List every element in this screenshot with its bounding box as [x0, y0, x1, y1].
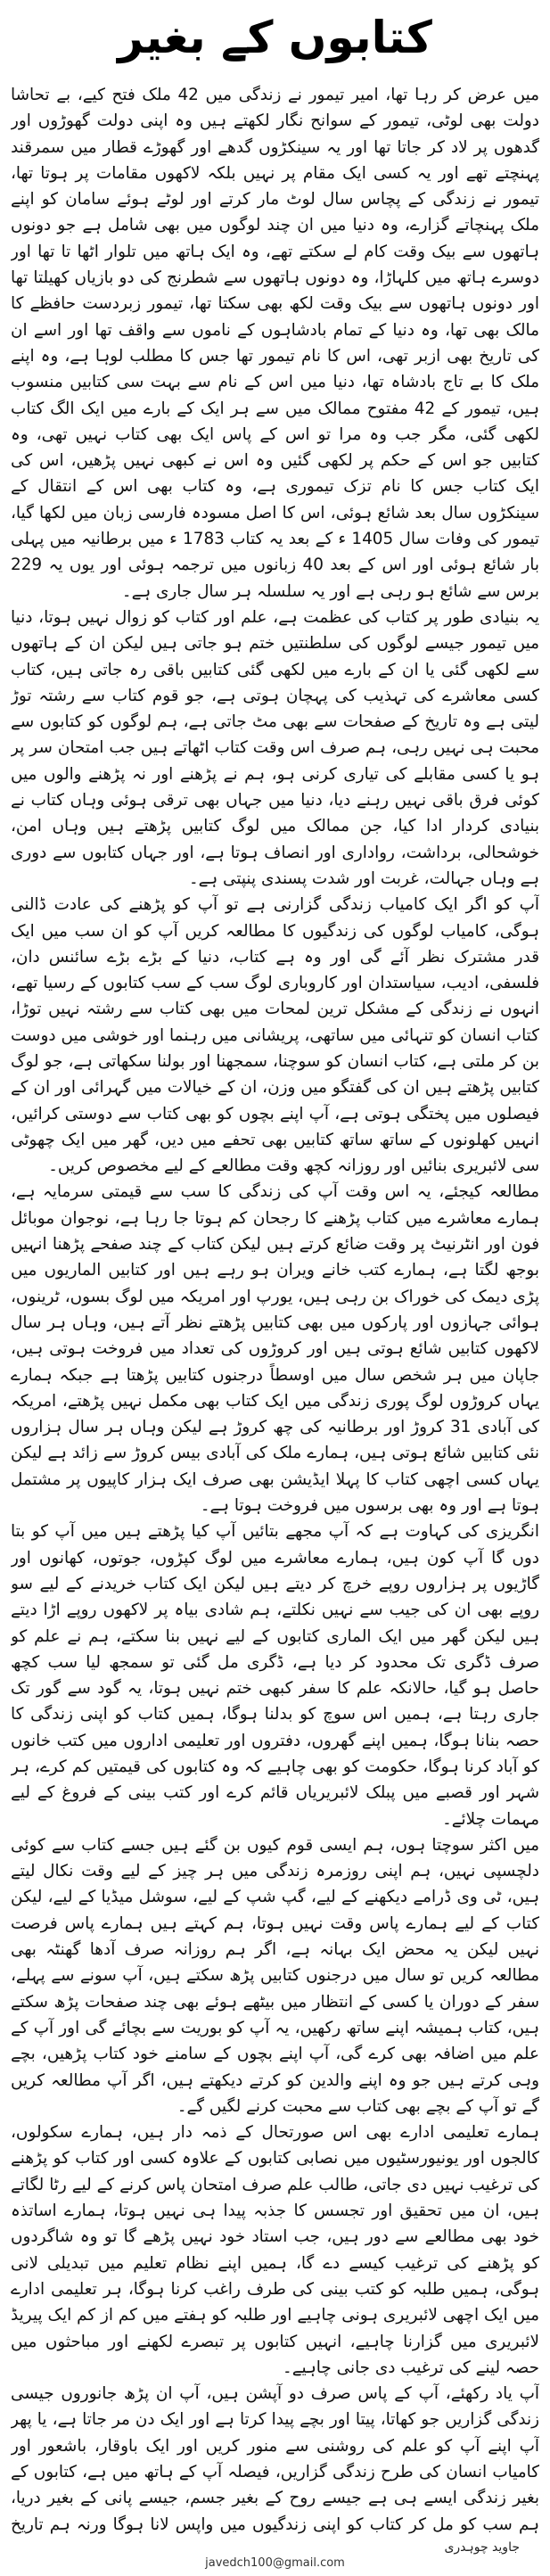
article-title: کتابوں کے بغیر: [118, 12, 432, 63]
article-paragraph: میں عرض کر رہا تھا، امیر تیمور نے زندگی میں 42 ملک فتح کیے، بے تحاشا دولت بھی لوٹی، تیمور کے سوانح نگار لکھتے ہیں وہ اپنی دولت گھوڑوں اور گدھوں پر لاد کر جاتا تھا اور یہ سینکڑوں گدھے اور گھوڑے قطار میں سمرقند پہنچتے تھے اور یہ کسی ایک مقام پر نہیں بلکہ لاکھوں مقامات پر ہوتا تھا، تیمور نے زندگی کے پچاس سال لوٹ مار کرتے اور لوٹے ہوئے سامان کو اپنے ملک پہنچاتے گزارے، وہ دنیا میں ان چند لوگوں میں بھی شامل ہے جو دونوں ہاتھوں سے بیک وقت کام لے سکتے تھے، وہ ایک ہاتھ میں تلوار اٹھا تا تھا اور دوسرے ہاتھ میں کلہاڑا، وہ دونوں ہاتھوں سے شطرنج کی دو بازیاں کھیلتا تھا اور دونوں ہاتھوں سے بیک وقت لکھ بھی سکتا تھا، تیمور زبردست حافظے کا مالک بھی تھا، وہ دنیا کے تمام بادشاہوں کے ناموں سے واقف تھا اور اسے ان کی تاریخ بھی ازبر تھی، اس کا نام تیمور تھا جس کا مطلب لوہا ہے، وہ اپنے ملک کا بے تاج بادشاہ تھا، دنیا میں اس کے نام سے بہت سی کتابیں منسوب ہیں، تیمور کے 42 مفتوح ممالک میں سے ہر ایک کے بارے میں ایک الگ کتاب لکھی گئی، مگر جب وہ مرا تو اس کے پاس ایک بھی کتاب نہیں تھی، وہ کتابیں جو اس کے حکم پر لکھی گئیں وہ اس نے کبھی نہیں پڑھیں، اس کی ایک کتاب جس کا نام تزک تیموری ہے، وہ کتاب بھی اس کے انتقال کے سینکڑوں سال بعد شائع ہوئی، اس کا اصل مسودہ فارسی زبان میں لکھا گیا، تیمور کی وفات سال 1405 ء کے بعد یہ کتاب 1783 ء میں برطانیہ میں پہلی بار شائع ہوئی اور اس کے بعد 40 زبانوں میں ترجمہ ہوئی اور یوں یہ 229 برس سے شائع ہو رہی ہے اور یہ سلسلہ ہر سال جاری ہے۔: [11, 86, 539, 601]
author-email: javedch100@gmail.com: [205, 2556, 345, 2570]
article-paragraph: میں اکثر سوچتا ہوں، ہم ایسی قوم کیوں بن گئے ہیں جسے کتاب سے کوئی دلچسپی نہیں، ہم اپنی روزمرہ زندگی میں ہر چیز کے لیے وقت نکال لیتے ہیں، ٹی وی ڈرامے دیکھنے کے لیے، گپ شپ کے لیے، سوشل میڈیا کے لیے، لیکن کتاب کے لیے ہمارے پاس وقت نہیں ہوتا، ہم کہتے ہیں ہمارے پاس فرصت نہیں لیکن یہ محض ایک بہانہ ہے، اگر ہم روزانہ صرف آدھا گھنٹہ بھی مطالعہ کریں تو سال میں درجنوں کتابیں پڑھ سکتے ہیں، آپ سونے سے پہلے، سفر کے دوران یا کسی کے انتظار میں بیٹھے ہوئے بھی چند صفحات پڑھ سکتے ہیں، کتاب ہمیشہ اپنے ساتھ رکھیں، یہ آپ کو بوریت سے بچائے گی اور آپ کے علم میں اضافہ بھی کرے گی، آپ اپنے بچوں کے سامنے خود کتاب پڑھیں، بچے وہی کرتے ہیں جو وہ اپنے والدین کو کرتے دیکھتے ہیں، اگر آپ مطالعہ کریں گے تو آپ کے بچے بھی کتاب سے محبت کرنے لگیں گے۔: [11, 1835, 539, 2116]
article-paragraph: آپ یاد رکھئے، آپ کے پاس صرف دو آپشن ہیں، آپ ان پڑھ جانوروں جیسی زندگی گزاریں جو کھاتا، پیتا اور بچے پیدا کرتا ہے اور ایک دن مر جاتا ہے، یا پھر آپ اپنے آپ کو علم کی روشنی سے منور کریں اور ایک باوقار، باشعور اور کامیاب انسان کی طرح زندگی گزاریں، فیصلہ آپ کے ہاتھ میں ہے، کتابوں کے بغیر زندگی ایسے ہی ہے جیسے روح کے بغیر جسم، جیسے پانی کے بغیر دریا، ہم سب کو مل کر کتاب کو اپنی زندگیوں میں واپس لانا ہوگا ورنہ ہم تاریخ: [11, 2384, 539, 2534]
article-paragraph: آپ کو اگر ایک کامیاب زندگی گزارنی ہے تو آپ کو پڑھنے کی عادت ڈالنی ہوگی، کامیاب لوگوں کی زندگیوں کا مطالعہ کریں آپ کو ان سب میں ایک قدر مشترک نظر آئے گی اور وہ ہے کتاب، دنیا کے بڑے بڑے سائنس دان، فلسفی، ادیب، سیاستدان اور کاروباری لوگ سب کے سب کتابوں کے رسیا تھے، انہوں نے زندگی کے مشکل ترین لمحات میں بھی کتاب سے رشتہ نہیں توڑا، کتاب انسان کو تنہائی میں ساتھی، پریشانی میں رہنما اور خوشی میں دوست بن کر ملتی ہے، کتاب انسان کو سوچنا، سمجھنا اور بولنا سکھاتی ہے، جو لوگ کتابیں پڑھتے ہیں ان کی گفتگو میں وزن، ان کے خیالات میں گہرائی اور ان کے فیصلوں میں پختگی ہوتی ہے، آپ اپنے بچوں کو بھی کتاب سے دوستی کرائیں، انہیں کھلونوں کے ساتھ ساتھ کتابیں بھی تحفے میں دیں، گھر میں ایک چھوٹی سی لائبریری بنائیں اور روزانہ کچھ وقت مطالعے کے لیے مخصوص کریں۔: [11, 895, 539, 1176]
article-paragraph: انگریزی کی کہاوت ہے کہ آپ مجھے بتائیں آپ کیا پڑھتے ہیں میں آپ کو بتا دوں گا آپ کون ہیں، ہمارے معاشرے میں لوگ کپڑوں، جوتوں، کھانوں اور گاڑیوں پر ہزاروں روپے خرچ کر دیتے ہیں لیکن ایک کتاب خریدنے کے لیے سو روپے بھی ان کی جیب سے نہیں نکلتے، ہم شادی بیاہ پر لاکھوں روپے اڑا دیتے ہیں لیکن گھر میں ایک الماری کتابوں کے لیے نہیں بنا سکتے، ہم نے علم کو صرف ڈگری تک محدود کر دیا ہے، ڈگری مل گئی تو سمجھ لیا سب کچھ حاصل ہو گیا، حالانکہ علم کا سفر کبھی ختم نہیں ہوتا، یہ گود سے گور تک جاری رہتا ہے، ہمیں اس سوچ کو بدلنا ہوگا، ہمیں کتاب کو اپنی زندگی کا حصہ بنانا ہوگا، ہمیں اپنے گھروں، دفتروں اور تعلیمی اداروں میں کتب خانوں کو آباد کرنا ہوگا، حکومت کو بھی چاہیے کہ وہ کتابوں کی قیمتیں کم کرے، ہر شہر اور قصبے میں پبلک لائبریریاں قائم کرے اور کتب بینی کے فروغ کے لیے مہمات چلائے۔: [11, 1522, 539, 1829]
article-paragraph: مطالعہ کیجئے، یہ اس وقت آپ کی زندگی کا سب سے قیمتی سرمایہ ہے، ہمارے معاشرے میں کتاب پڑھنے کا رجحان کم ہوتا جا رہا ہے، نوجوان موبائل فون اور انٹرنیٹ پر وقت ضائع کرتے ہیں لیکن کتاب کے چند صفحے پڑھنا انہیں بوجھ لگتا ہے، ہمارے کتب خانے ویران ہو رہے ہیں اور کتابیں الماریوں میں پڑی دیمک کی خوراک بن رہی ہیں، یورپ اور امریکہ میں لوگ بسوں، ٹرینوں، ہوائی جہازوں اور پارکوں میں بھی کتابیں پڑھتے نظر آتے ہیں، وہاں ہر سال لاکھوں کتابیں شائع ہوتی ہیں اور کروڑوں کی تعداد میں فروخت ہوتی ہیں، جاپان میں ہر شخص سال میں اوسطاً درجنوں کتابیں پڑھتا ہے جبکہ ہمارے یہاں کروڑوں لوگ پوری زندگی میں ایک کتاب بھی مکمل نہیں پڑھتے، امریکہ کی آبادی 31 کروڑ اور برطانیہ کی چھ کروڑ ہے لیکن وہاں ہر سال ہزاروں نئی کتابیں شائع ہوتی ہیں، ہمارے ملک کی آبادی بیس کروڑ سے زائد ہے لیکن یہاں کسی اچھی کتاب کا پہلا ایڈیشن بھی صرف ایک ہزار کاپیوں پر مشتمل ہوتا ہے اور وہ بھی برسوں میں فروخت ہوتا ہے۔: [11, 1182, 539, 1516]
author-name: جاوید چوہدری: [444, 2540, 520, 2555]
article-body: [11, 82, 539, 2539]
article-paragraph: ہمارے تعلیمی ادارے بھی اس صورتحال کے ذمہ دار ہیں، ہمارے سکولوں، کالجوں اور یونیورسٹیوں میں نصابی کتابوں کے علاوہ کسی اور کتاب کو پڑھنے کی ترغیب نہیں دی جاتی، طالب علم صرف امتحان پاس کرنے کے لیے رٹا لگاتے ہیں، ان میں تحقیق اور تجسس کا جذبہ پیدا ہی نہیں ہوتا، ہمارے اساتذہ خود بھی مطالعے سے دور ہیں، جب استاد خود نہیں پڑھے گا تو وہ شاگردوں کو پڑھنے کی ترغیب کیسے دے گا، ہمیں اپنے نظام تعلیم میں تبدیلی لانی ہوگی، ہمیں طلبہ کو کتب بینی کی طرف راغب کرنا ہوگا، ہر تعلیمی ادارے میں ایک اچھی لائبریری ہونی چاہیے اور طلبہ کو ہفتے میں کم از کم ایک پیریڈ لائبریری میں گزارنا چاہیے، انہیں کتابوں پر تبصرے لکھنے اور مباحثوں میں حصہ لینے کی ترغیب دی جانی چاہیے۔: [11, 2123, 539, 2377]
article-paragraph: یہ بنیادی طور پر کتاب کی عظمت ہے، علم اور کتاب کو زوال نہیں ہوتا، دنیا میں تیمور جیسے لوگوں کی سلطنتیں ختم ہو جاتی ہیں لیکن ان کے ہاتھوں سے لکھی گئی یا ان کے بارے میں لکھی گئی کتابیں باقی رہ جاتی ہیں، کتاب کسی معاشرے کی تہذیب کی پہچان ہوتی ہے، جو قوم کتاب سے رشتہ توڑ لیتی ہے وہ تاریخ کے صفحات سے بھی مٹ جاتی ہے، ہم لوگوں کو کتابوں سے محبت ہی نہیں رہی، ہم صرف اس وقت کتاب اٹھاتے ہیں جب امتحان سر پر ہو یا کسی مقابلے کی تیاری کرنی ہو، ہم نے پڑھنے اور نہ پڑھنے والوں میں کوئی فرق باقی نہیں رہنے دیا، دنیا میں جہاں بھی ترقی ہوئی وہاں کتاب نے بنیادی کردار ادا کیا، جن ممالک میں لوگ کتابیں پڑھتے ہیں وہاں امن، خوشحالی، برداشت، رواداری اور انصاف ہوتا ہے، اور جہاں کتابوں سے دوری ہے وہاں جہالت، غربت اور شدت پسندی پنپتی ہے۔: [11, 607, 539, 888]
